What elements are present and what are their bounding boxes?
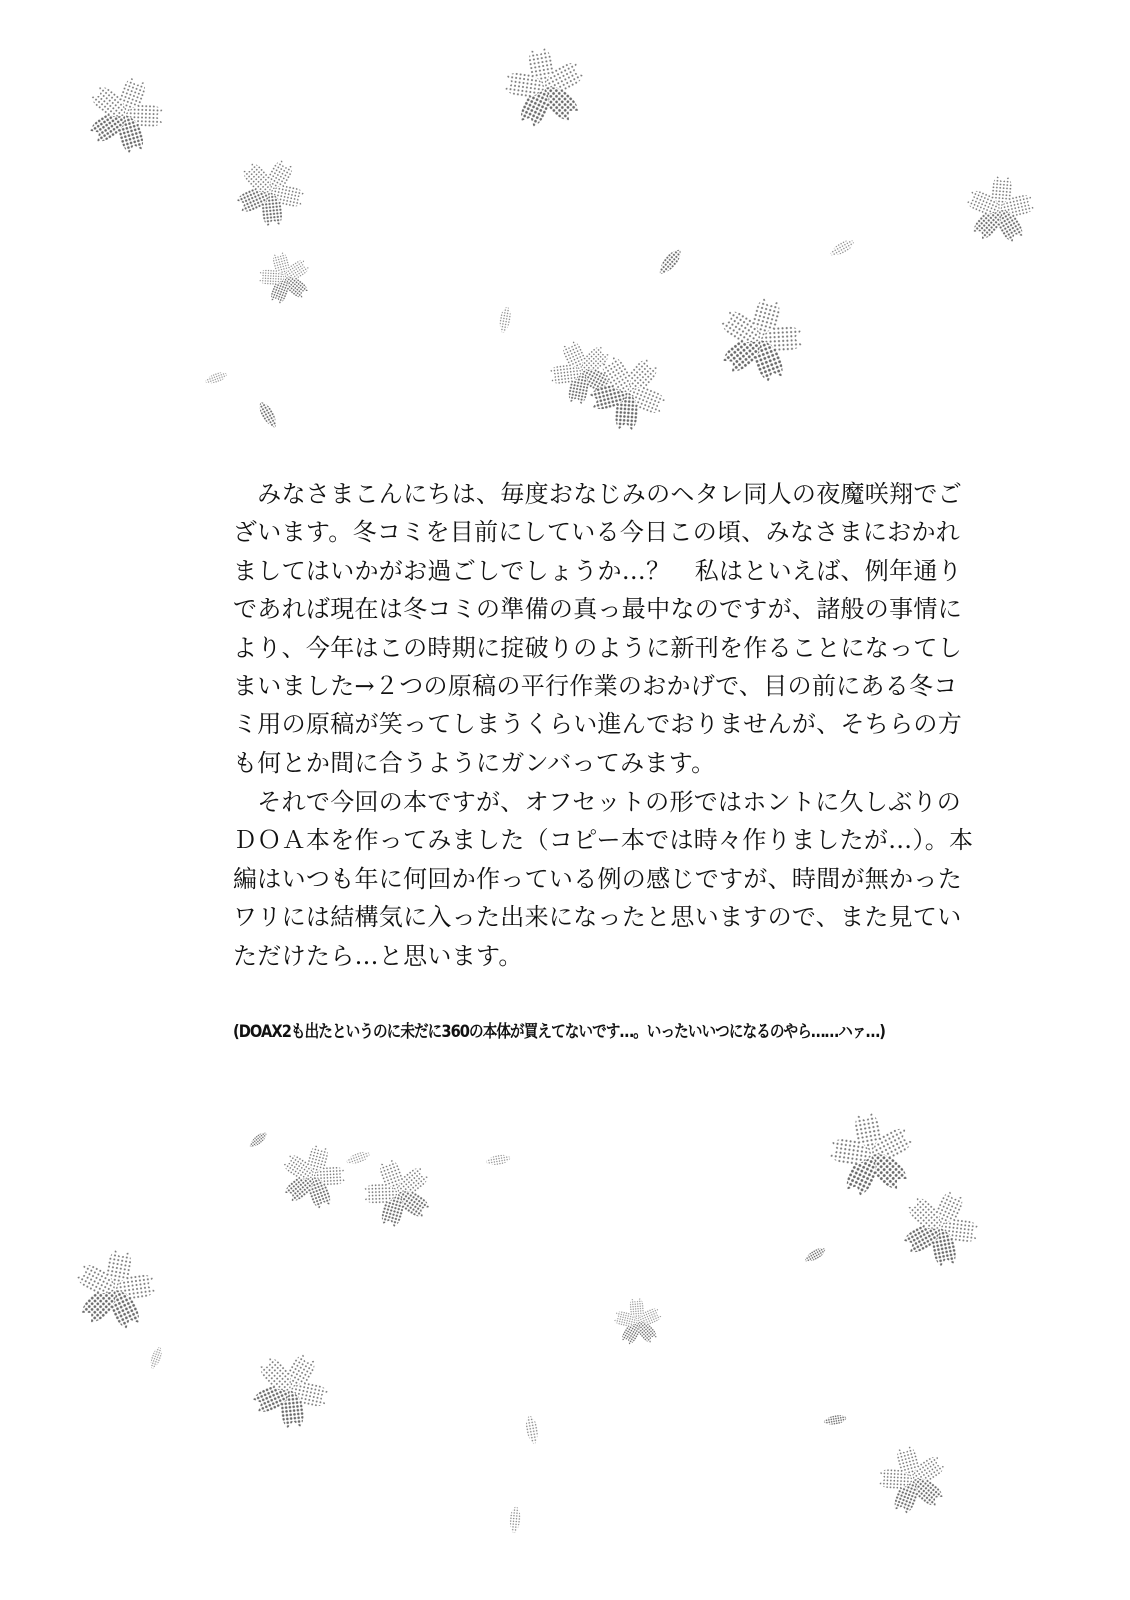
- sakura-blossom-icon: [75, 66, 175, 164]
- text-line: まいました→２つの原稿の平行作業のおかげで、目の前にある冬コ: [233, 671, 958, 700]
- book-note-paragraph: [233, 783, 974, 975]
- text-line: それで今回の本ですが、オフセットの形ではホントに久しぶりの: [233, 788, 962, 816]
- sakura-blossom-icon: [870, 1438, 956, 1521]
- sakura-petal-icon: [203, 370, 229, 387]
- text-line: ワリには結構気に入った出来になったと思いますので、また見てい: [233, 903, 962, 932]
- text-line: 編はいつも年に何回か作っている例の感じですが、時間が無かった: [233, 864, 962, 893]
- text-line: より、今年はこの時期に掟破りのように新刊を作ることになってし: [233, 633, 962, 662]
- sakura-petal-icon: [802, 1245, 827, 1265]
- sakura-petal-icon: [344, 1149, 372, 1167]
- sakura-blossom-icon: [888, 1177, 992, 1279]
- sakura-blossom-icon: [252, 246, 318, 310]
- sakura-petal-icon: [524, 1414, 540, 1445]
- sakura-blossom-icon: [67, 1243, 163, 1336]
- text-line: であれば現在は冬コミの準備の真っ最中なのですが、諸般の事情に: [233, 595, 962, 624]
- sakura-petal-icon: [827, 236, 856, 259]
- sakura-blossom-icon: [611, 1296, 665, 1348]
- sakura-petal-icon: [655, 246, 685, 278]
- sakura-blossom-icon: [962, 173, 1038, 246]
- sakura-blossom-icon: [353, 1149, 443, 1237]
- sakura-blossom-icon: [223, 145, 318, 239]
- sakura-petal-icon: [509, 1506, 522, 1535]
- text-line: ＤＯＡ本を作ってみました（コピー本では時々作りましたが…）。本: [233, 826, 974, 855]
- text-line: ざいます。冬コミを目前にしている今日この頃、みなさまにおかれ: [233, 518, 961, 547]
- sakura-petal-icon: [247, 1130, 269, 1150]
- sakura-blossom-icon: [822, 1106, 923, 1203]
- sakura-petal-icon: [148, 1345, 165, 1371]
- footnote: (DOAX2も出たというのに未だに360の本体が買えてないです…。いったいいつになるのやら……ハァ…): [233, 1022, 885, 1042]
- sakura-petal-icon: [497, 305, 512, 334]
- text-line: ましてはいかがお過ごしでしょうか…？ 私はといえば、例年通り: [233, 556, 962, 585]
- text-line: も何とか間に合うようにガンバってみます。: [233, 748, 716, 777]
- sakura-blossom-icon: [707, 288, 813, 391]
- sakura-petal-icon: [484, 1153, 511, 1167]
- text-line: みなさまこんにちは、毎度おなじみのヘタレ同人の夜魔咲翔でご: [233, 480, 962, 508]
- sakura-blossom-icon: [237, 1337, 343, 1442]
- sakura-petal-icon: [256, 399, 281, 431]
- sakura-blossom-icon: [497, 41, 593, 134]
- sakura-petal-icon: [822, 1413, 847, 1426]
- greeting-paragraph: [233, 475, 962, 782]
- sakura-blossom-icon: [273, 1137, 354, 1216]
- text-line: ミ用の原稿が笑ってしまうくらい進んでおりませんが、そちらの方: [233, 710, 962, 739]
- text-line: ただけたら…と思います。: [233, 941, 523, 970]
